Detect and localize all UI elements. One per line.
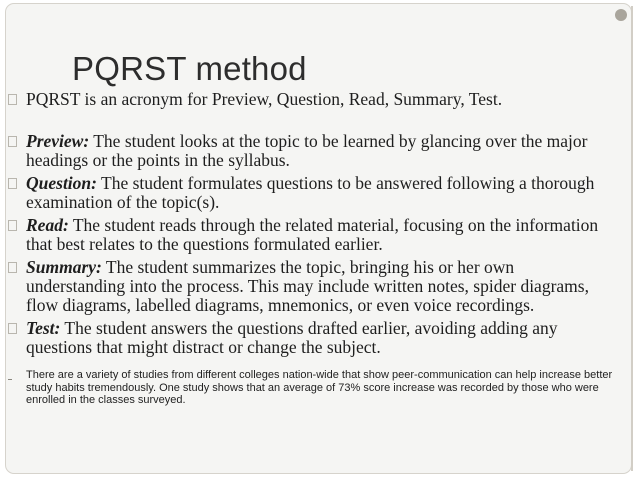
bullet-term: Question: bbox=[26, 173, 97, 193]
bullet-term: Read: bbox=[26, 215, 69, 235]
bullet-marker-icon bbox=[8, 220, 17, 231]
bullet-note-text: There are a variety of studies from different colleges nation-wide that show peer-communication can help increase better study habits tremendously. One study shows that an average of 73% score increase was recorded by those who were enrolled in the classes surveyed. bbox=[26, 369, 613, 406]
bullet-note bbox=[0, 369, 638, 407]
bullet-marker-icon bbox=[8, 136, 17, 147]
bullet-marker-icon bbox=[8, 323, 17, 334]
bullet-term: Test: bbox=[26, 318, 61, 338]
bullet-marker-icon bbox=[8, 178, 17, 189]
bullet-text: The student answers the questions drafted earlier, avoiding adding any questions that might distract or change the subject. bbox=[26, 318, 558, 357]
bullet-marker-icon bbox=[8, 262, 17, 273]
bullet-term: Preview: bbox=[26, 131, 90, 151]
bullet-marker-icon bbox=[8, 94, 17, 105]
bullet-marker-icon bbox=[8, 375, 12, 380]
bullet-text: The student formulates questions to be answered following a thorough examination of the topic(s). bbox=[26, 173, 595, 212]
bullet-text: The student looks at the topic to be learned by glancing over the major headings or the points in the syllabus. bbox=[26, 131, 588, 170]
bullet-read bbox=[0, 216, 638, 254]
bullet-text: PQRST is an acronym for Preview, Question, Read, Summary, Test. bbox=[26, 89, 503, 109]
slide-title: PQRST method bbox=[72, 50, 307, 87]
bullet-text: The student summarizes the topic, bringing his or her own understanding into the process. This may include written notes, spider diagrams, flow diagrams, labelled diagrams, mnemonics, or even voice recordings. bbox=[26, 257, 589, 315]
bullet-list bbox=[0, 90, 638, 407]
bullet-text: The student reads through the related material, focusing on the information that best relates to the questions formulated earlier. bbox=[26, 215, 599, 254]
bullet-question bbox=[0, 174, 638, 212]
bullet-summary bbox=[0, 258, 638, 315]
bullet-term: Summary: bbox=[26, 257, 102, 277]
bullet-acronym bbox=[0, 90, 638, 109]
bullet-test bbox=[0, 319, 638, 357]
decorative-circle bbox=[615, 9, 627, 21]
bullet-preview bbox=[0, 132, 638, 170]
